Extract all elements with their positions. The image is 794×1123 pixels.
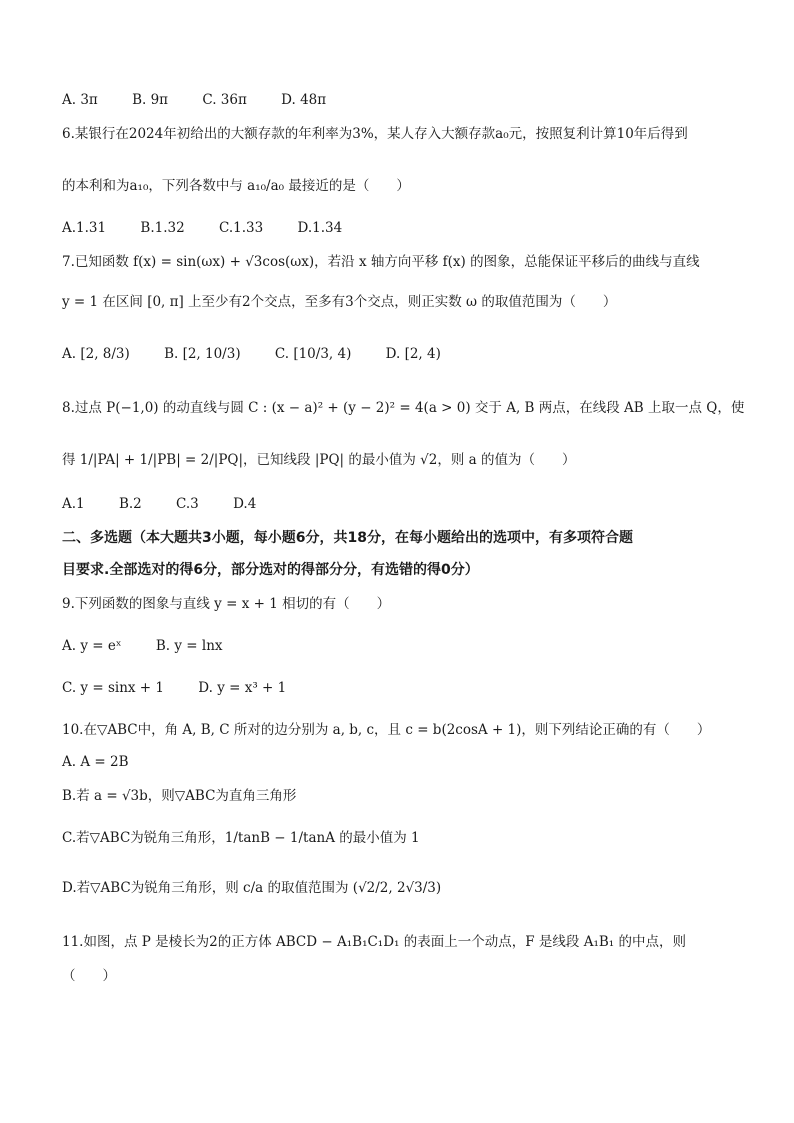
q8-option-d: D.4 <box>233 496 257 512</box>
q6-stem-line1: 6.某银行在2024年初给出的大额存款的年利率为3%，某人存入大额存款a₀元，按照复利计算10年后得到 <box>62 126 688 142</box>
q8-option-b: B.2 <box>118 496 142 512</box>
q6-option-d: D.1.34 <box>297 220 343 236</box>
section2-heading-line2: 目要求.全部选对的得6分，部分选对的得部分分，有选错的得0分） <box>62 562 479 578</box>
q10-option-d: D.若▽ABC为锐角三角形，则 c/a 的取值范围为 (√2/2, 2√3/3) <box>62 880 442 896</box>
q7-option-d: D. [2, 4) <box>385 346 441 362</box>
q8-stem-line1: 8.过点 P(−1,0) 的动直线与圆 C : (x − a)² + (y − 2)² = 4(a > 0) 交于 A, B 两点，在线段 AB 上取一点 Q，使 <box>62 400 745 416</box>
q11-stem-line1: 11.如图，点 P 是棱长为2的正方体 ABCD − A₁B₁C₁D₁ 的表面上一个动点，F 是线段 A₁B₁ 的中点，则 <box>62 934 686 950</box>
q5-option-c: C. 36π <box>202 92 247 108</box>
section2-heading-line1: 二、多选题（本大题共3小题，每小题6分，共18分，在每小题给出的选项中，有多项符合题 <box>62 530 633 546</box>
q6-option-c: C.1.33 <box>218 220 264 236</box>
q7-stem-line1: 7.已知函数 f(x) = sin(ωx) + √3cos(ωx)，若沿 x 轴方向平移 f(x) 的图象，总能保证平移后的曲线与直线 <box>62 254 700 270</box>
q10-stem: 10.在▽ABC中，角 A, B, C 所对的边分别为 a, b, c，且 c = b(2cosA + 1)，则下列结论正确的有（ ） <box>62 722 711 738</box>
q8-option-a: A.1 <box>62 496 85 512</box>
q6-options <box>62 218 746 238</box>
q9-options-row2 <box>62 678 746 698</box>
q10-option-c: C.若▽ABC为锐角三角形，1/tanB − 1/tanA 的最小值为 1 <box>62 830 420 846</box>
q7-option-b: B. [2, 10/3) <box>164 346 241 362</box>
q10-option-a: A. A = 2B <box>62 754 129 770</box>
q5-options <box>62 90 746 110</box>
q8-options <box>62 494 746 514</box>
q5-option-b: B. 9π <box>132 92 169 108</box>
q7-stem-line2: y = 1 在区间 [0, π] 上至少有2个交点，至多有3个交点，则正实数 ω 的取值范围为（ ） <box>62 294 617 310</box>
q8-stem-line2: 得 1/|PA| + 1/|PB| = 2/|PQ|，已知线段 |PQ| 的最小值为 √2，则 a 的值为（ ） <box>62 452 576 468</box>
q9-stem: 9.下列函数的图象与直线 y = x + 1 相切的有（ ） <box>62 596 391 612</box>
q10-option-b: B.若 a = √3b，则▽ABC为直角三角形 <box>62 788 297 804</box>
q8-option-c: C.3 <box>176 496 199 512</box>
q6-option-a: A.1.31 <box>62 220 107 236</box>
q5-option-a: A. 3π <box>62 92 98 108</box>
q7-options <box>62 344 746 364</box>
q9-option-a: A. y = eˣ <box>62 638 122 654</box>
q5-option-d: D. 48π <box>281 92 327 108</box>
q6-stem-line2: 的本利和为a₁₀，下列各数中与 a₁₀/a₀ 最接近的是（ ） <box>62 178 410 194</box>
q6-option-b: B.1.32 <box>140 220 185 236</box>
q7-option-c: C. [10/3, 4) <box>274 346 352 362</box>
q9-option-c: C. y = sinx + 1 <box>62 680 164 696</box>
q9-options-row1 <box>62 636 746 656</box>
q9-option-b: B. y = lnx <box>155 638 223 654</box>
q7-option-a: A. [2, 8/3) <box>62 346 130 362</box>
q9-option-d: D. y = x³ + 1 <box>198 680 287 696</box>
q11-stem-line2: （ ） <box>62 968 116 984</box>
